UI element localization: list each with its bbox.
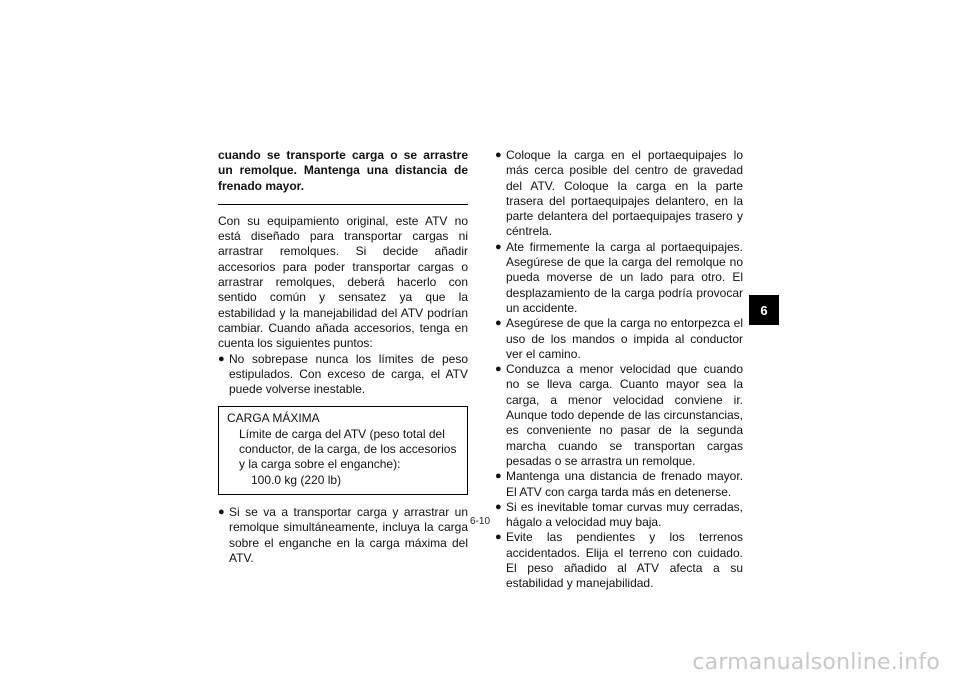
list-item-text: No sobrepase nunca los límites de peso estipulados. Con exceso de carga, el ATV puede volverse inestable. (229, 351, 468, 397)
page-number: 6-10 (469, 516, 490, 527)
bullet-icon: ● (495, 363, 502, 376)
list-item (218, 352, 468, 398)
divider (218, 204, 468, 205)
bullet-icon: ● (495, 531, 502, 544)
bullet-icon: ● (218, 505, 225, 518)
watermark: carmanualsonline.info (692, 650, 940, 675)
bullet-icon: ● (218, 352, 225, 365)
list-item (495, 500, 743, 531)
list-item (218, 505, 468, 566)
bullet-icon: ● (495, 240, 502, 253)
max-load-box (218, 406, 468, 494)
right-column (495, 148, 743, 592)
chapter-tab: 6 (749, 295, 779, 325)
list-item-text: Ate firmemente la carga al portaequipajes. Asegúrese de que la carga del remolque no pueda moverse de un lado para otro. El desplazamiento de la carga podría provocar un accidente. (506, 239, 743, 315)
left-column (218, 148, 468, 566)
list-item (495, 362, 743, 469)
list-item-text: Si se va a transportar carga y arrastrar un remolque simultáneamente, incluya la carga sobre el enganche en la carga máxima del ATV. (229, 504, 468, 565)
list-item-text: Coloque la carga en el portaequipajes lo más cerca posible del centro de gravedad del ATV. Coloque la carga en la parte trasera del portaequipajes delantero, en la parte delantera del portaequipajes trasero y céntrela. (506, 148, 743, 239)
box-title: CARGA MÁXIMA (227, 411, 320, 426)
list-item-text: Evite las pendientes y los terrenos accidentados. Elija el terreno con cuidado. El peso añadido al ATV afecta a su estabilidad y manejabilidad. (506, 530, 743, 591)
list-item (495, 530, 743, 591)
list-item (495, 316, 743, 362)
list-item (495, 148, 743, 240)
box-description: Límite de carga del ATV (peso total del conductor, de la carga, de los accesorios y la carga sobre el enganche): (239, 426, 457, 472)
warning-text: cuando se transporte carga o se arrastre un remolque. Mantenga una distancia de frenado mayor. (218, 148, 468, 193)
bullet-icon: ● (495, 149, 502, 161)
intro-paragraph: Con su equipamiento original, este ATV no está diseñado para transportar cargas ni arrastrar remolques. Si decide añadir accesorios para poder transportar cargas o arrastrar remolques, deberá hacerlo con sentido común y sensatez ya que la estabilidad y la manejabilidad del ATV podrían cambiar. Cuando añada accesorios, tenga en cuenta los siguientes puntos: (218, 213, 468, 351)
list-item-text: Conduzca a menor velocidad que cuando no se lleva carga. Cuanto mayor sea la carga, a menor velocidad conviene ir. Aunque todo depende de las circunstancias, es conveniente no pasar de la segunda marcha cuando se transportan cargas pesadas o se arrastra un remolque. (506, 362, 743, 468)
list-item-text: Si es inevitable tomar curvas muy cerradas, hágalo a velocidad muy baja. (506, 499, 743, 530)
list-item (495, 240, 743, 316)
box-value: 100.0 kg (220 lb) (251, 472, 342, 487)
bullet-icon: ● (495, 500, 502, 513)
list-item (495, 469, 743, 500)
bullet-icon: ● (495, 470, 502, 483)
list-item-text: Asegúrese de que la carga no entorpezca el uso de los mandos o impida al conductor ver el camino. (506, 316, 743, 361)
list-item-text: Mantenga una distancia de frenado mayor. El ATV con carga tarda más en detenerse. (506, 469, 743, 499)
bullet-icon: ● (495, 317, 502, 330)
